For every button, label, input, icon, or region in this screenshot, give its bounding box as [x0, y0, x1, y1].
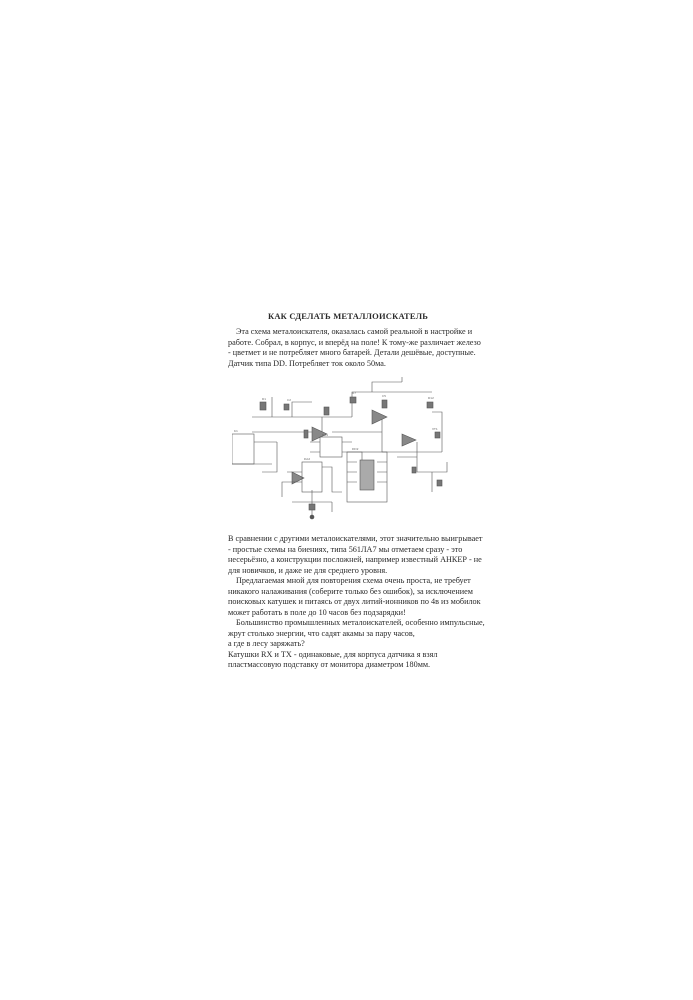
text-line: никакого налаживания (соберите только без ошибок), за исключением — [228, 586, 473, 596]
text-line: Эта схема металоискателя, оказалась самой реальной в настройке и — [236, 327, 473, 336]
svg-text:VT1: VT1 — [432, 427, 438, 431]
text-line: пластмассовую подставку от монитора диаметром 180мм. — [228, 660, 431, 670]
text-line: жрут столько энергии, что садят акамы за пару часов, — [228, 628, 415, 638]
document-title: КАК СДЕЛАТЬ МЕТАЛЛОИСКАТЕЛЬ — [267, 311, 429, 321]
paragraph-proposal — [228, 576, 481, 618]
svg-text:DA1: DA1 — [322, 433, 329, 437]
svg-text:DA2: DA2 — [304, 457, 311, 461]
text-line: Предлагаемая мной для повторения схема очень проста, не требует — [236, 576, 471, 585]
svg-text:K1: K1 — [234, 429, 238, 433]
svg-text:R7: R7 — [352, 391, 356, 395]
text-line: Катушки RX и TX - одинаковые, для корпуса датчика я взял — [228, 649, 438, 659]
svg-text:C2: C2 — [287, 398, 292, 402]
text-line: В сравнении с другими металоискателями, этот значительно выигрывает — [228, 534, 483, 543]
text-line: - цветмет и не потребляет много батарей. Детали дешёвые, доступные. — [228, 348, 476, 358]
svg-text:C5: C5 — [382, 394, 387, 398]
text-line: поисковых катушек и питаясь от двух литий-ионников по 4в из мобилок — [228, 597, 481, 607]
text-line: - простые схемы на биениях, типа 561ЛА7 мы отметаем сразу - это — [228, 544, 463, 554]
text-line: Датчик типа DD. Потребляет ток около 50ма. — [228, 358, 386, 368]
text-line: работе. Собрал, в корпус, и вперёд на поле! К тому-же различает железо — [228, 337, 481, 347]
text-line: а где в лесу заряжать? — [228, 639, 305, 649]
paragraph-comparison — [228, 534, 483, 576]
svg-text:R12: R12 — [428, 396, 434, 400]
svg-text:R1: R1 — [262, 397, 266, 401]
text-line: может работать в поле до 10 часов без подзарядки! — [228, 607, 406, 617]
text-line: для новичков, и даже не для среднего уровня. — [228, 565, 388, 575]
svg-text:DD2: DD2 — [352, 447, 359, 451]
text-line: Большинство промышленных металоискателей, особенно импульсные, — [236, 618, 485, 627]
text-line: несерьёзно, а конструкции посложней, например известный АНКЕР - не — [228, 555, 482, 565]
paragraph-coils — [228, 618, 485, 671]
paragraph-intro — [228, 327, 481, 369]
circuit-schematic-image — [232, 372, 460, 522]
